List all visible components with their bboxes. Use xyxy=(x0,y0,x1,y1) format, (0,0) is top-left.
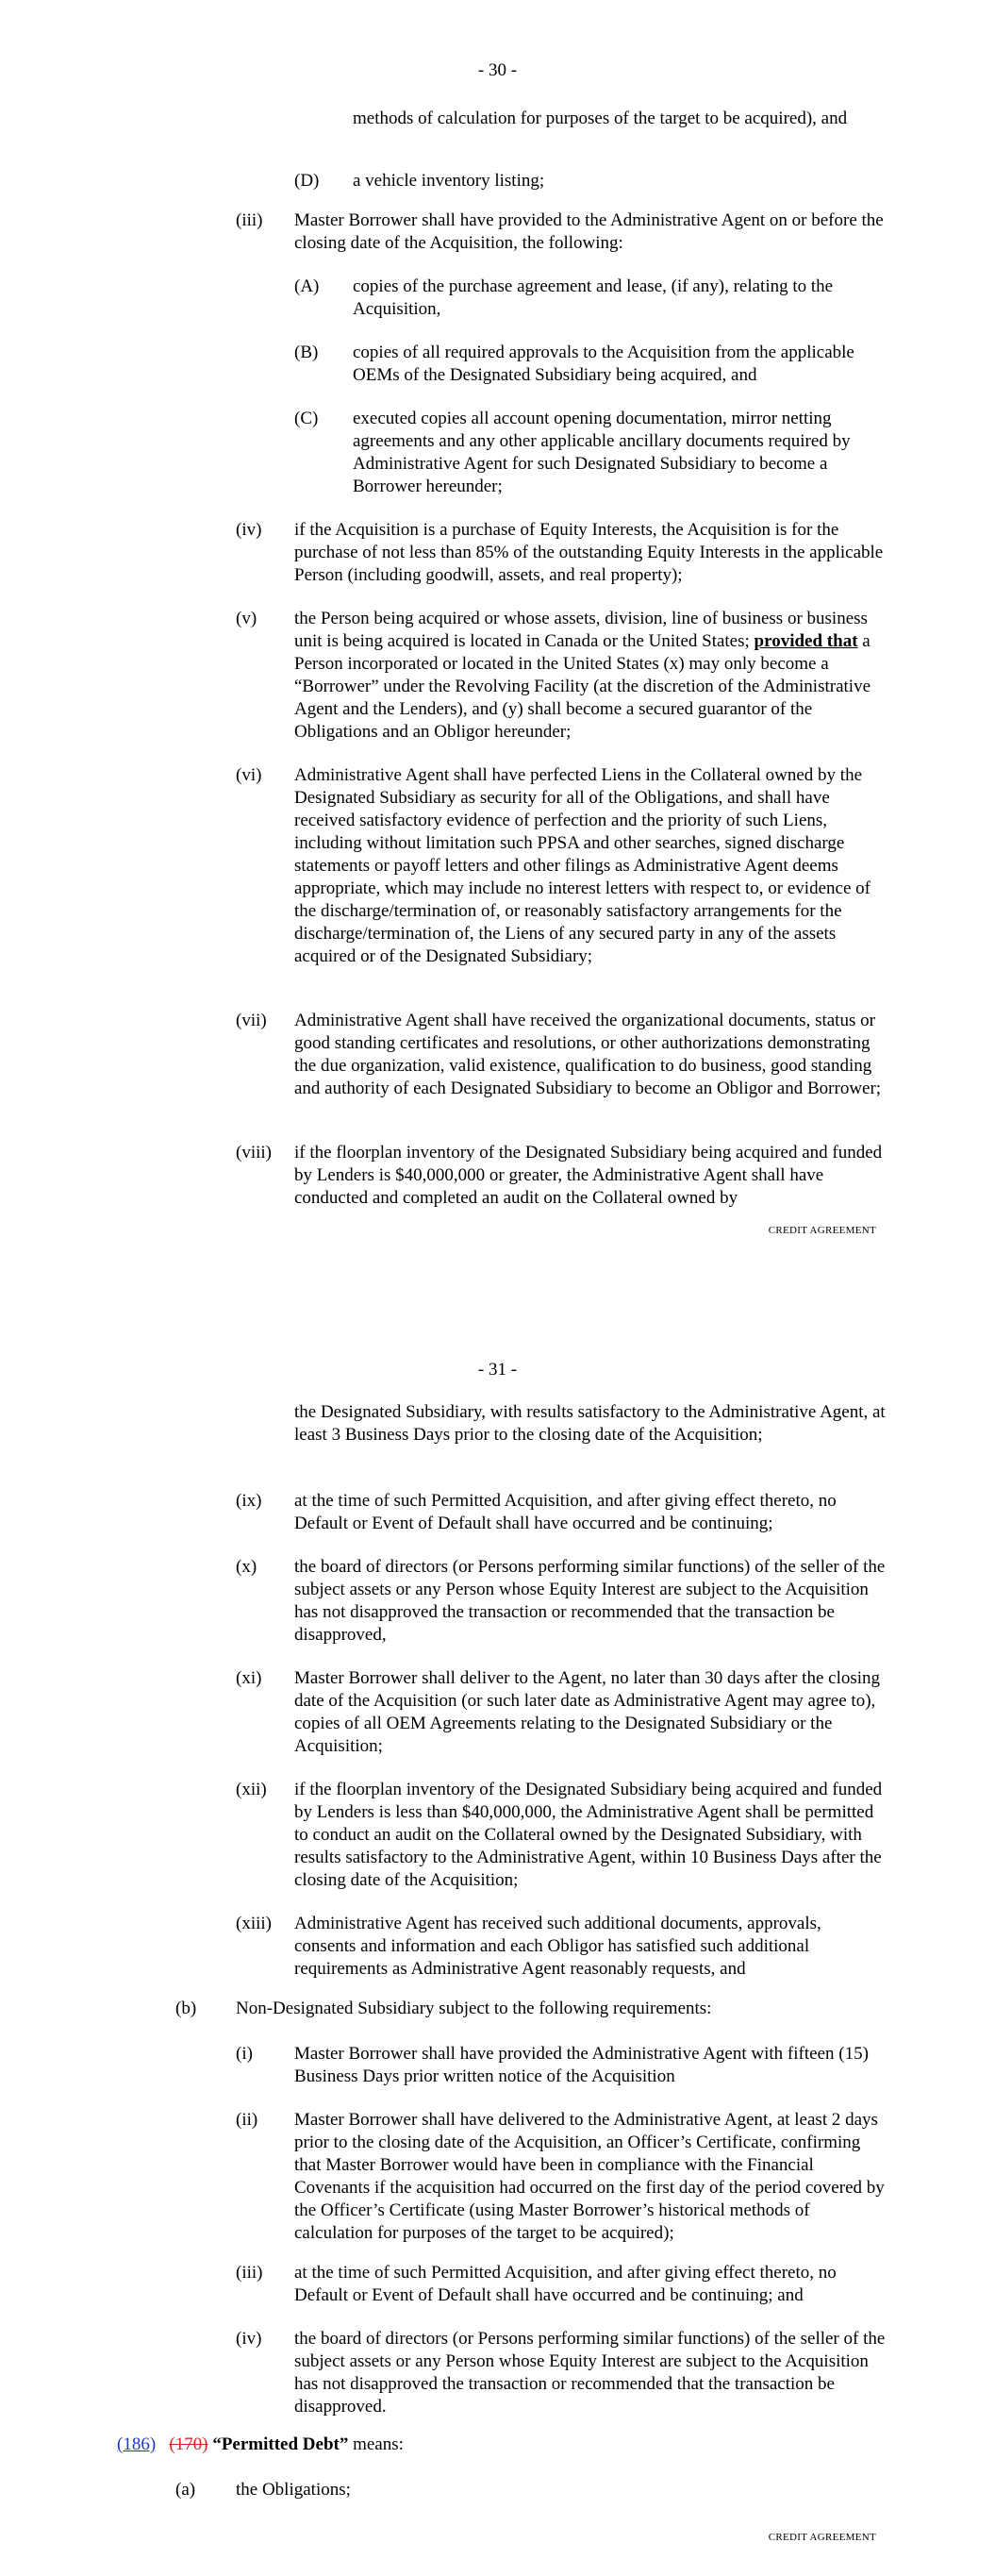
item-text: Administrative Agent shall have received the organizational documents, status or good standing certificates and resolutions, or other authorizations demonstrating the due organization, valid existence, qualification to do business, good standing and authority of each Designated Subsidiary to become an Obligor and Borrower; xyxy=(294,1011,882,1098)
page-31 xyxy=(0,1288,995,2576)
item-label: (iii) xyxy=(236,210,263,230)
defined-term: “Permitted Debt” xyxy=(212,2434,349,2454)
item-label: (xiii) xyxy=(236,1914,272,1933)
item-text: Master Borrower shall have delivered to the Administrative Agent, at least 2 days prior to the closing date of the Acquisition, an Officer’s Certificate, confirming that Master Borrower would have been in compliance with the Financial Covenants if the acquisition had occurred on the first day of the period covered by the Officer’s Certificate (using Master Borrower’s historical methods of calculation for purposes of the target to be acquired); xyxy=(294,2110,885,2243)
item-text: the Person being acquired or whose assets, division, line of business or business unit is being acquired is located in Canada or the United States; provided that a Person incorporated or located in the United States (x) may only become a “Borrower” under the Revolving Facility (at the discretion of the Administrative Agent and the Lenders), and (y) shall become a secured guarantor of the Obligations and an Obligor hereunder; xyxy=(294,609,871,742)
item-label: (viii) xyxy=(236,1143,272,1163)
item-text: Administrative Agent shall have perfected Liens in the Collateral owned by the Designated Subsidiary as security for all of the Obligations, and shall have received satisfactory evidence of perfection and the priority of such Liens, including without limitation such PPSA and other searches, signed discharge statements or payoff letters and other filings as Administrative Agent deems appropriate, which may include no interest letters with respect to, or evidence of the discharge/termination of, or reasonably satisfactory arrangements for the discharge/termination of, the Liens of any secured party in any of the assets acquired or of the Designated Subsidiary; xyxy=(294,765,871,966)
footer-label: CREDIT AGREEMENT xyxy=(768,2532,876,2543)
item-label: (B) xyxy=(294,343,319,362)
item-label: (D) xyxy=(294,171,320,191)
item-label: (a) xyxy=(175,2480,196,2500)
item-label: (iii) xyxy=(236,2263,263,2283)
provided-that-emphasis: provided that xyxy=(754,631,858,651)
item-text: at the time of such Permitted Acquisition, and after giving effect thereto, no Default or Event of Default shall have occurred and be continuing; and xyxy=(294,2263,837,2305)
item-text: copies of all required approvals to the Acquisition from the applicable OEMs of the Designated Subsidiary being acquired, and xyxy=(353,343,854,385)
footer-label: CREDIT AGREEMENT xyxy=(768,1225,876,1236)
item-label: (C) xyxy=(294,409,319,428)
item-text: Master Borrower shall have provided the Administrative Agent with fifteen (15) Business Days prior written notice of the Acquisition xyxy=(294,2044,869,2086)
item-label: (iv) xyxy=(236,2329,262,2349)
item-label: (A) xyxy=(294,276,320,296)
item-text: the board of directors (or Persons performing similar functions) of the seller of the subject assets or any Person whose Equity Interest are subject to the Acquisition has not disapproved the transaction or recommended that the transaction be disapproved, xyxy=(294,1557,886,1645)
deleted-section-number: (170) xyxy=(169,2434,208,2454)
item-label: (vii) xyxy=(236,1011,267,1030)
item-label: (x) xyxy=(236,1557,257,1577)
item-label: (vi) xyxy=(236,765,262,785)
item-text: the board of directors (or Persons performing similar functions) of the seller of the subject assets or any Person whose Equity Interest are subject to the Acquisition has not disapproved the transaction or recommended that the transaction be disapproved. xyxy=(294,2329,886,2417)
item-label: (ix) xyxy=(236,1491,262,1511)
item-text: a vehicle inventory listing; xyxy=(353,171,545,191)
item-text: Non-Designated Subsidiary subject to the following requirements: xyxy=(236,1999,712,2018)
item-label: (xii) xyxy=(236,1780,267,1799)
item-label: (b) xyxy=(175,1999,197,2018)
item-text: copies of the purchase agreement and lease, (if any), relating to the Acquisition, xyxy=(353,276,834,319)
item-text: Master Borrower shall deliver to the Agent, no later than 30 days after the closing date of the Acquisition (or such later date as Administrative Agent may agree to), copies of all OEM Agreements relating to the Designated Subsidiary or the Acquisition; xyxy=(294,1668,881,1756)
continued-text: methods of calculation for purposes of the target to be acquired), and xyxy=(353,109,848,128)
item-text: Master Borrower shall have provided to the Administrative Agent on or before the closing date of the Acquisition, the following: xyxy=(294,210,884,253)
item-text: if the floorplan inventory of the Designated Subsidiary being acquired and funded by Lenders is $40,000,000 or greater, the Administrative Agent shall have conducted and completed an audit on the Collateral owned by xyxy=(294,1143,883,1208)
definition-heading: (186) (170) “Permitted Debt” means: xyxy=(117,2434,404,2454)
item-text: Administrative Agent has received such additional documents, approvals, consents and information and each Obligor has satisfied such additional requirements as Administrative Agent reasonably requests, and xyxy=(294,1914,821,1979)
item-text: at the time of such Permitted Acquisition, and after giving effect thereto, no Default or Event of Default shall have occurred and be continuing; xyxy=(294,1491,837,1533)
item-text: executed copies all account opening documentation, mirror netting agreements and any other applicable ancillary documents required by Administrative Agent for such Designated Subsidiary to become a Borrower hereunder; xyxy=(353,409,851,496)
item-label: (xi) xyxy=(236,1668,262,1688)
item-label: (i) xyxy=(236,2044,253,2064)
page-number: - 30 - xyxy=(477,60,518,80)
page-number: - 31 - xyxy=(477,1360,518,1380)
item-label: (iv) xyxy=(236,520,262,540)
item-text: the Obligations; xyxy=(236,2480,351,2500)
item-label: (v) xyxy=(236,609,257,628)
item-text: if the floorplan inventory of the Designated Subsidiary being acquired and funded by Lenders is less than $40,000,000, the Administrative Agent shall be permitted to conduct an audit on the Collateral owned by the Designated Subsidiary, with results satisfactory to the Administrative Agent, within 10 Business Days after the closing date of the Acquisition; xyxy=(294,1780,883,1890)
item-text: if the Acquisition is a purchase of Equity Interests, the Acquisition is for the purchase of not less than 85% of the outstanding Equity Interests in the applicable Person (including goodwill, assets, and real property); xyxy=(294,520,884,585)
item-label: (ii) xyxy=(236,2110,258,2130)
inserted-section-number: (186) xyxy=(117,2434,157,2454)
continued-text: the Designated Subsidiary, with results satisfactory to the Administrative Agent, at least 3 Business Days prior to the closing date of the Acquisition; xyxy=(294,1402,886,1445)
